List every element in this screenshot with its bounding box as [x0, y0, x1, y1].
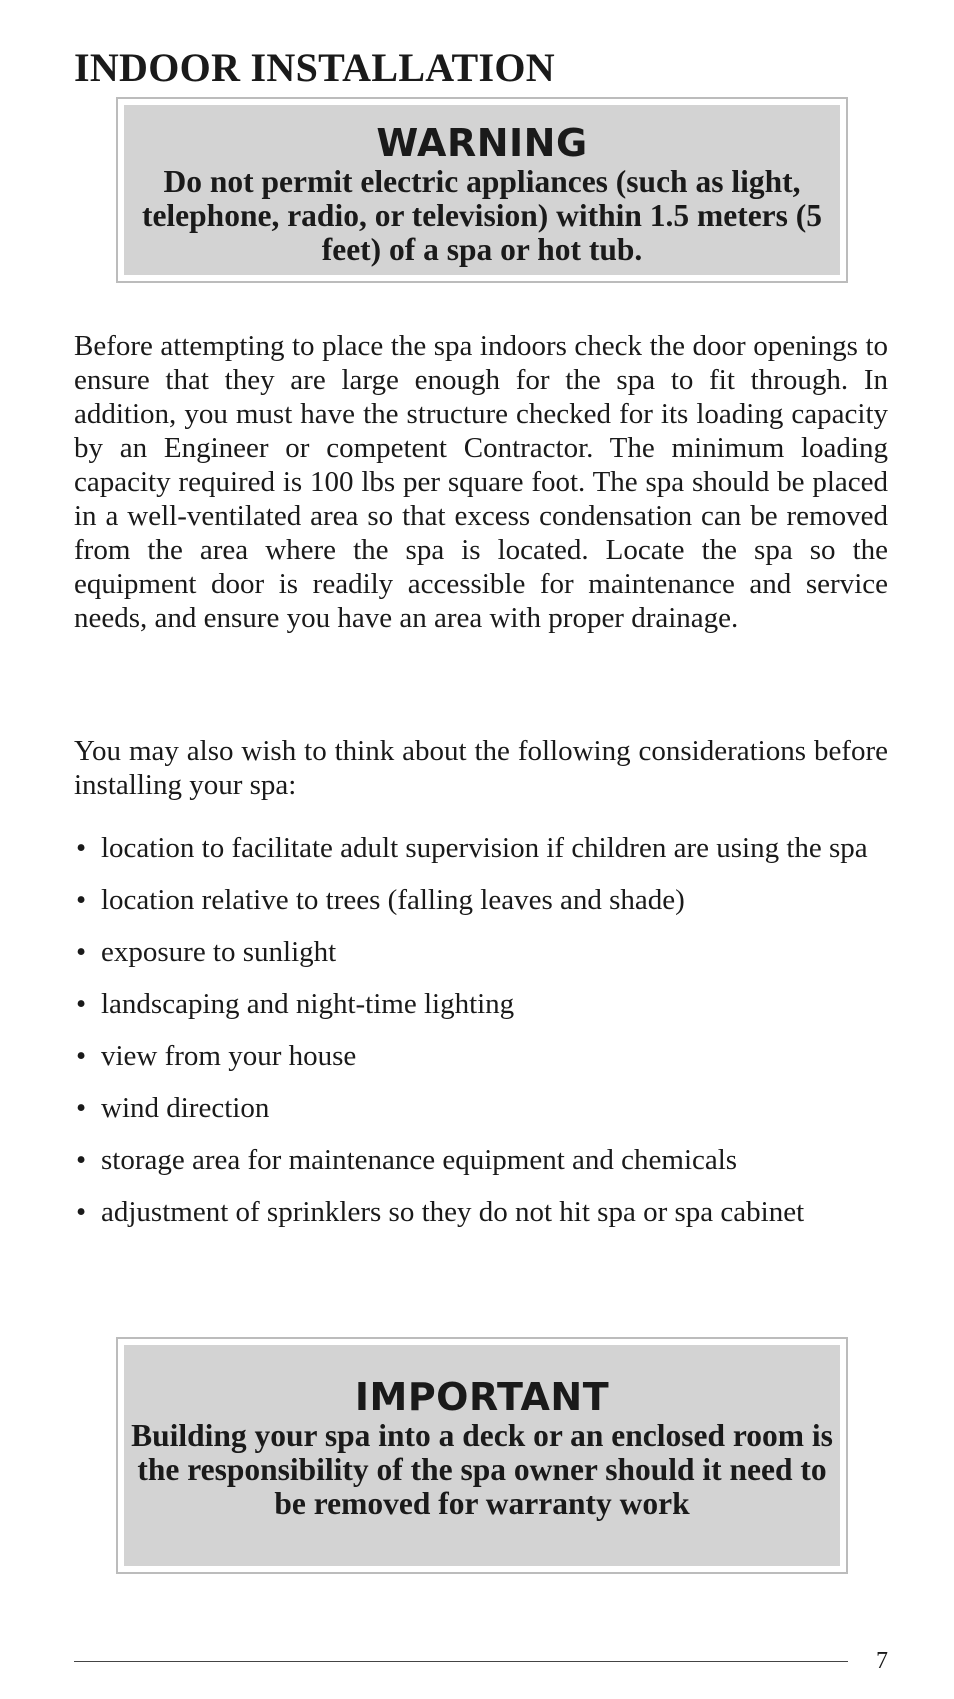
bullet-icon: •: [76, 884, 87, 916]
bullet-icon: •: [76, 936, 87, 968]
warning-body: Do not permit electric appliances (such as light, telephone, radio, or television) within 1.5 meters (5 feet) of a spa or hot tub.: [141, 164, 823, 267]
list-item: [74, 1143, 888, 1177]
footer-divider: [74, 1661, 848, 1662]
important-callout: [116, 1337, 848, 1574]
important-body: Building your spa into a deck or an enclosed room is the responsibility of the spa owner should it need to be removed for warranty work: [131, 1418, 833, 1521]
list-item-text: adjustment of sprinklers so they do not hit spa or spa cabinet: [101, 1196, 805, 1228]
list-item: [74, 935, 888, 969]
list-item: [74, 987, 888, 1021]
bullet-icon: •: [76, 1092, 87, 1124]
bullet-icon: •: [76, 988, 87, 1020]
list-item: [74, 1195, 888, 1229]
list-item-text: view from your house: [101, 1040, 357, 1072]
bullet-icon: •: [76, 1040, 87, 1072]
list-item-text: storage area for maintenance equipment and chemicals: [101, 1144, 738, 1176]
section-heading: INDOOR INSTALLATION: [74, 45, 555, 90]
warning-title: WARNING: [376, 121, 588, 165]
considerations-paragraph: You may also wish to think about the following considerations before installing your spa:: [74, 735, 888, 801]
intro-paragraph: Before attempting to place the spa indoors check the door openings to ensure that they are large enough for the spa to fit through. In addition, you must have the structure checked for its loading capacity by an Engineer or competent Contractor. The minimum loading capacity required is 100 lbs per square foot. The spa should be placed in a well-ventilated area so that excess condensation can be removed from the area where the spa is located. Locate the spa so the equipment door is readily accessible for maintenance and service needs, and ensure you have an area with proper drainage.: [74, 330, 888, 634]
bullet-icon: •: [76, 1196, 87, 1228]
bullet-icon: •: [76, 1144, 87, 1176]
considerations-list: [74, 831, 888, 1247]
warning-callout: [116, 97, 848, 283]
list-item-text: location to facilitate adult supervision if children are using the spa: [101, 832, 868, 864]
list-item-text: landscaping and night-time lighting: [101, 988, 515, 1020]
bullet-icon: •: [76, 832, 87, 864]
list-item: [74, 1039, 888, 1073]
list-item-text: location relative to trees (falling leaves and shade): [101, 884, 685, 916]
list-item: [74, 883, 888, 917]
important-callout-panel: [124, 1345, 840, 1566]
important-title: IMPORTANT: [354, 1375, 610, 1419]
page-number: 7: [876, 1648, 888, 1674]
warning-callout-panel: [124, 105, 840, 275]
list-item-text: wind direction: [101, 1092, 270, 1124]
list-item: [74, 831, 888, 865]
list-item: [74, 1091, 888, 1125]
list-item-text: exposure to sunlight: [101, 936, 337, 968]
